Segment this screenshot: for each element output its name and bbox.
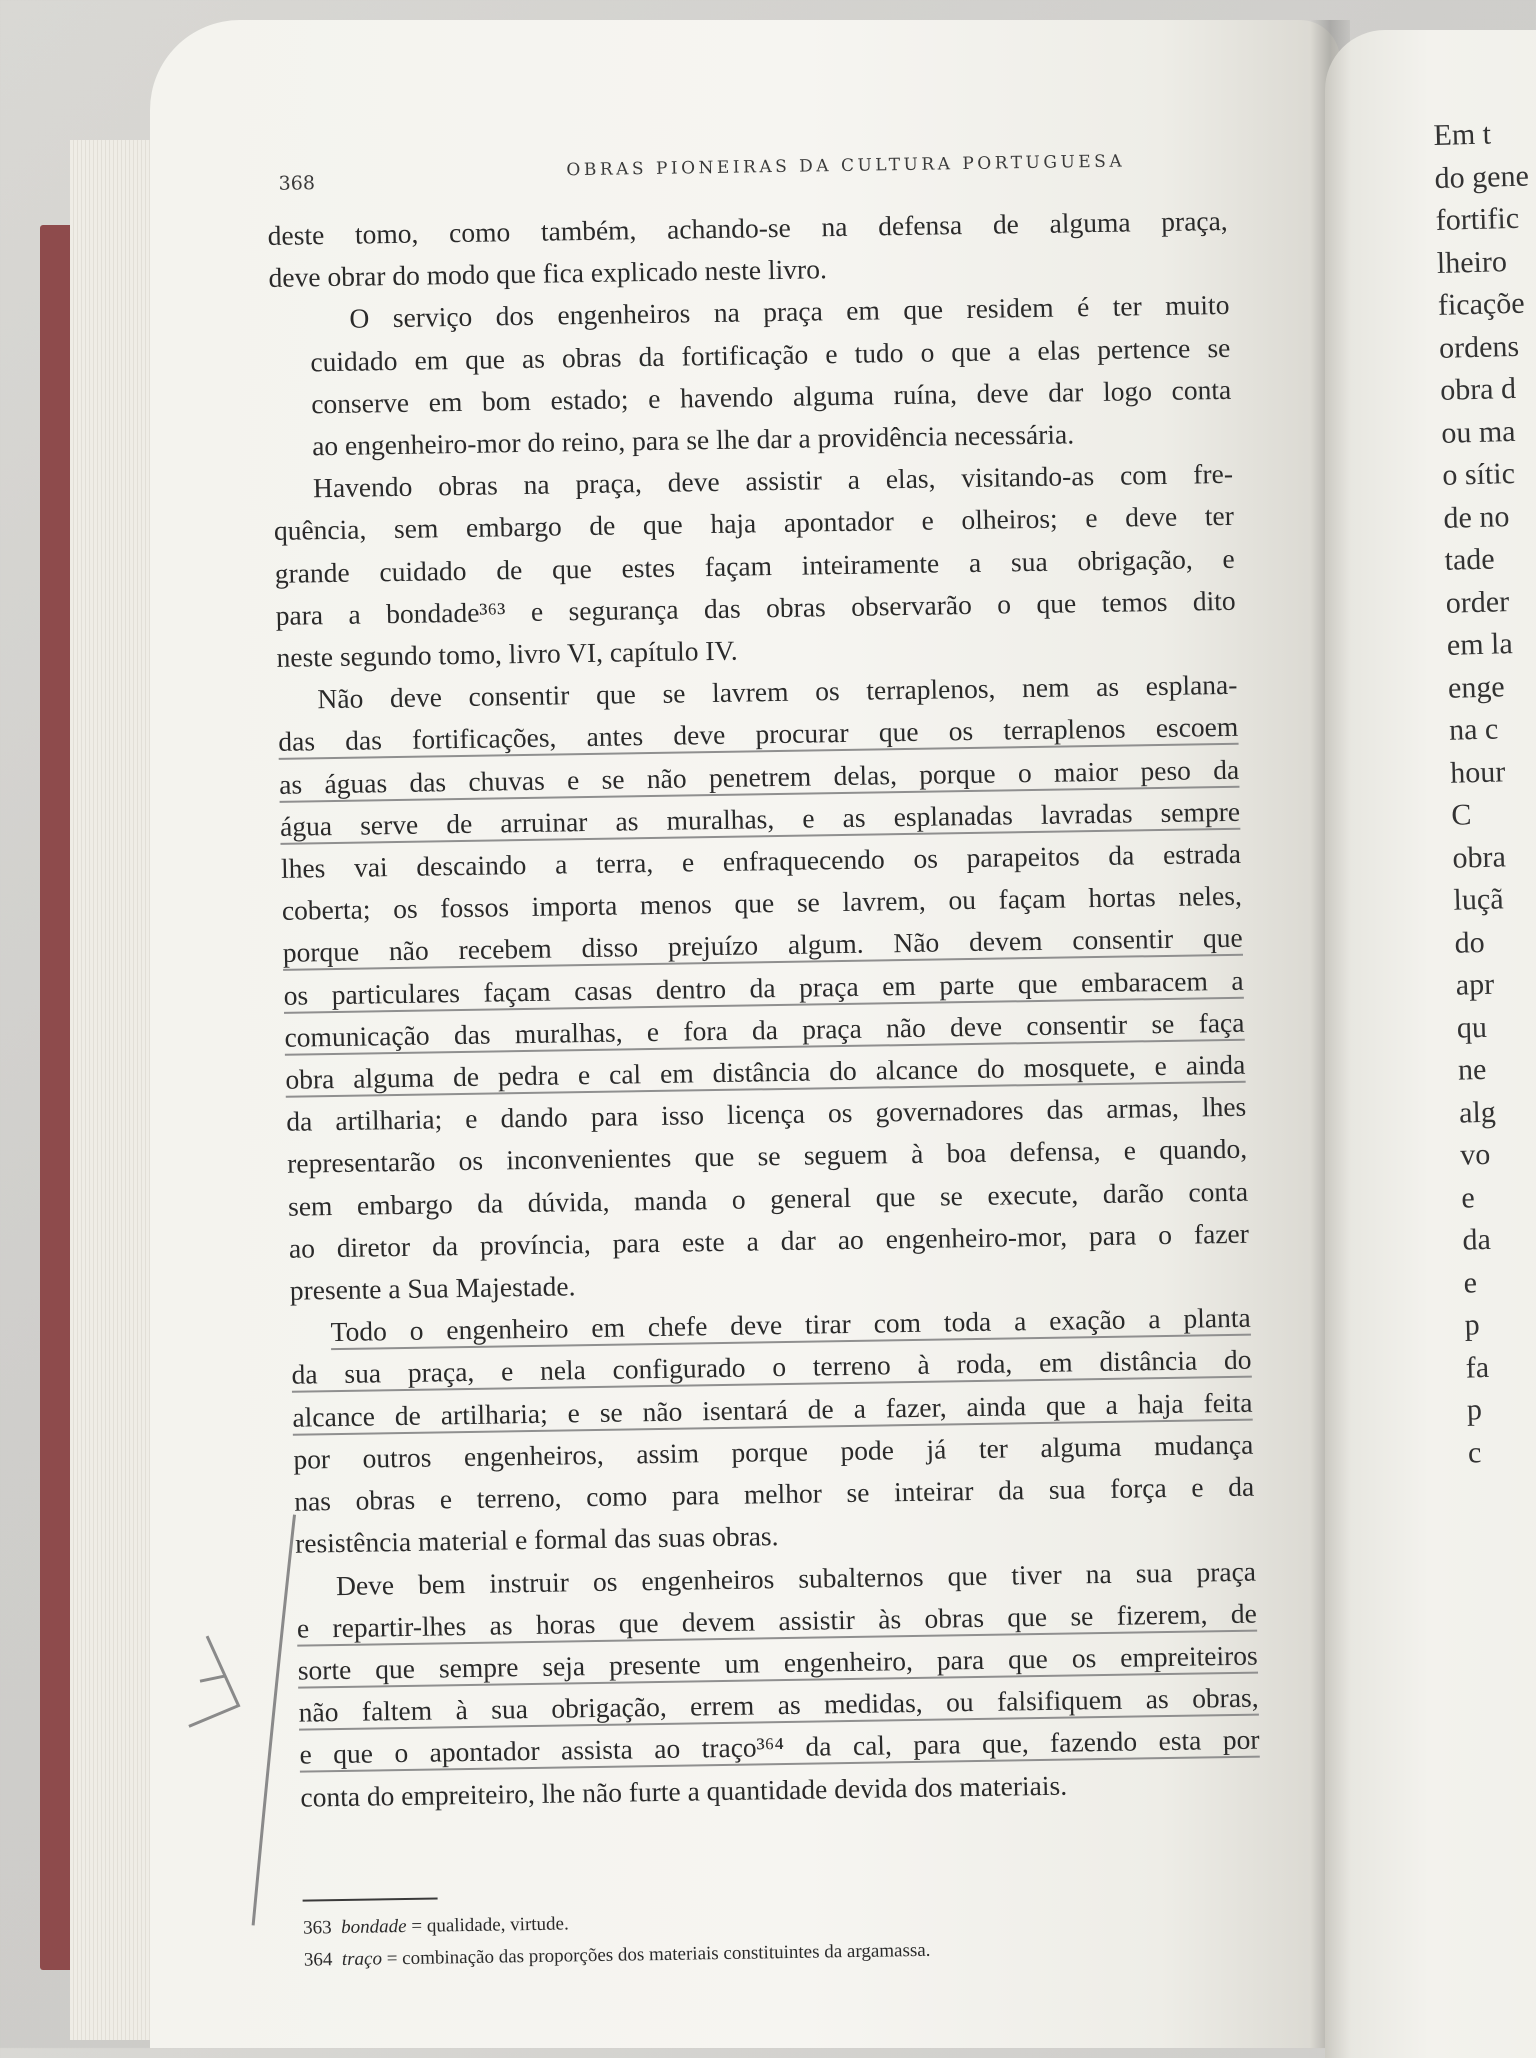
text-line: lhes vai descaindo a terra, e enfraquecendo os parapeitos da estrada [280,837,1242,884]
right-page-fragment: Em t [1433,117,1492,152]
right-page-fragment: lheiro [1436,244,1508,280]
text-line: conserve em bom estado; e havendo alguma ruína, deve dar logo conta [310,373,1232,420]
footnote-term: traço [341,1948,383,1971]
running-head: OBRAS PIONEIRAS DA CULTURA PORTUGUESA [566,151,1126,181]
text-line: Havendo obras na praça, deve assistir a elas, visitando-as com fre- [312,458,1234,504]
left-page [150,20,1340,2048]
right-page-fragment: de no [1443,499,1510,535]
footnote-number: 364 [303,1949,333,1971]
paragraph [269,284,1232,468]
text-line: obra alguma de pedra e cal em distância do alcance do mosquete, e ainda [285,1048,1246,1095]
text-line: grande cuidado de que estes façam inteiramente a sua obrigação, e [274,542,1236,589]
text-line: as águas das chuvas e se não penetrem delas, porque o maior peso da [278,753,1240,800]
right-page-fragment: luçã [1453,882,1504,917]
paragraph [267,200,1229,299]
right-page-fragment: e [1460,1180,1476,1215]
right-page-fragment: order [1445,584,1510,620]
right-page-fragment: alg [1458,1095,1497,1130]
text-line: coberta; os fossos importa menos que se lavrem, ou façam hortas neles, [281,880,1243,927]
text-line: e que o apontador assista ao traço³⁶⁴ da cal, para que, fazendo esta por [299,1723,1260,1770]
footnote-number: 363 [302,1917,332,1939]
right-page-fragment: hour [1449,754,1506,790]
page-number: 368 [278,172,316,195]
text-line: porque não recebem disso prejuízo algum. Não devem consentir que [282,922,1243,969]
paragraph [290,1297,1255,1565]
text-line: ao engenheiro-mor do reino, para se lhe dar a providência necessária. [311,418,1075,462]
paragraph [273,453,1237,679]
paragraph [277,664,1250,1312]
text-line: sorte que sempre seja presente um engenheiro, para que os empreiteiros [297,1639,1258,1686]
right-page-fragment: da [1462,1222,1492,1257]
text-line: cuidado em que as obras da fortificação e tudo o que a elas pertence se [310,331,1231,377]
text-line: e repartir-lhes as horas que devem assistir às obras que se fizerem, de [296,1597,1258,1644]
right-page-fragment: obra [1452,839,1507,875]
text-line: das das fortificações, antes deve procurar que os terraplenos escoem [278,711,1239,758]
right-page-fragment: fa [1465,1350,1490,1385]
text-line: por outros engenheiros, assim porque pode já ter alguma mudança [293,1428,1254,1475]
text-line: deste tomo, como também, achando-se na defensa de alguma praça, [267,204,1228,251]
right-page-fragment: vo [1459,1137,1491,1172]
text-line: conta do empreiteiro, lhe não furte a quantidade devida dos materiais. [300,1769,1068,1813]
right-page-fragment: tade [1444,542,1496,577]
right-page-fragment: apr [1455,967,1495,1002]
right-page-fragment: obra d [1439,371,1517,407]
right-page [1325,30,1536,2058]
text-line: sem embargo da dúvida, manda o general que se execute, darão conta [287,1175,1249,1222]
right-page-fragment: ou ma [1440,414,1516,450]
right-page-fragment: do [1454,925,1486,960]
handwritten-margin-mark [174,1504,363,1947]
text-line: neste segundo tomo, livro VI, capítulo IV. [276,634,738,673]
right-page-fragment: e [1463,1265,1478,1300]
text-line: alcance de artilharia; e se não isentará de a fazer, ainda que a haja feita [292,1386,1253,1433]
text-line: da artilharia; e dando para isso licença os governadores das armas, lhes [285,1090,1247,1138]
text-line: presente a Sua Majestade. [289,1270,576,1306]
text-line: resistência material e formal das suas obras. [294,1520,779,1559]
right-page-fragment: p [1464,1308,1481,1342]
right-page-fragment: ordens [1438,329,1520,365]
right-page-fragment: C [1450,798,1472,832]
text-line: deve obrar do modo que fica explicado neste livro. [268,253,828,294]
right-page-text [1433,113,1536,1475]
right-page-fragment: p [1466,1393,1483,1427]
page-content [265,89,1340,2005]
text-line: os particulares façam casas dentro da praça em parte que embaracem a [283,964,1244,1011]
right-page-fragment: enge [1447,669,1506,705]
text-line: quência, sem embargo de que haja apontador e olheiros; e deve ter [273,500,1235,547]
body-text [267,200,1260,1818]
right-page-fragment: na c [1448,712,1499,747]
text-line: água serve de arruinar as muralhas, e as esplanadas lavradas sempre [279,795,1241,842]
paragraph [296,1550,1261,1818]
right-page-fragment: fortific [1435,201,1520,237]
text-line: da sua praça, e nela configurado o terreno à roda, em distância do [291,1344,1252,1391]
text-line: Deve bem instruir os engenheiros subalternos que tiver na sua praça [335,1555,1257,1601]
footnote-text: = qualidade, virtude. [411,1913,569,1937]
text-line: ao diretor da província, para este a dar ao engenheiro-mor, para o fazer [288,1217,1250,1264]
footnote-text: = combinação das proporções dos materiais constituintes da argamassa. [386,1939,931,1970]
right-page-fragment: qu [1456,1010,1488,1045]
footnote-term: bondade [340,1916,407,1939]
text-line: para a bondade³⁶³ e segurança das obras observarão o que temos dito [275,584,1236,631]
right-page-fragment: c [1467,1435,1482,1470]
right-page-fragment: ne [1457,1052,1487,1087]
text-line: nas obras e terreno, como para melhor se inteirar da sua força e da [293,1470,1255,1517]
right-page-fragment: o sític [1442,456,1516,492]
text-line: Não deve consentir que se lavrem os terraplenos, nem as esplana- [317,669,1238,715]
right-page-fragment: ficaçõe [1437,286,1525,322]
right-page-fragment: em la [1446,627,1514,662]
text-line: Todo o engenheiro em chefe deve tirar com toda a exação a planta [330,1301,1251,1348]
text-line: não faltem à sua obrigação, errem as medidas, ou falsifiquem as obras, [298,1681,1259,1728]
text-line: comunicação das muralhas, e fora da praça não deve consentir se faça [284,1006,1245,1053]
text-line: representarão os inconvenientes que se seguem à boa defensa, e quando, [286,1133,1248,1180]
text-line: O serviço dos engenheiros na praça em que residem é ter muito [349,289,1230,335]
right-page-fragment: do gene [1434,159,1530,195]
footnotes [303,1898,1204,1976]
